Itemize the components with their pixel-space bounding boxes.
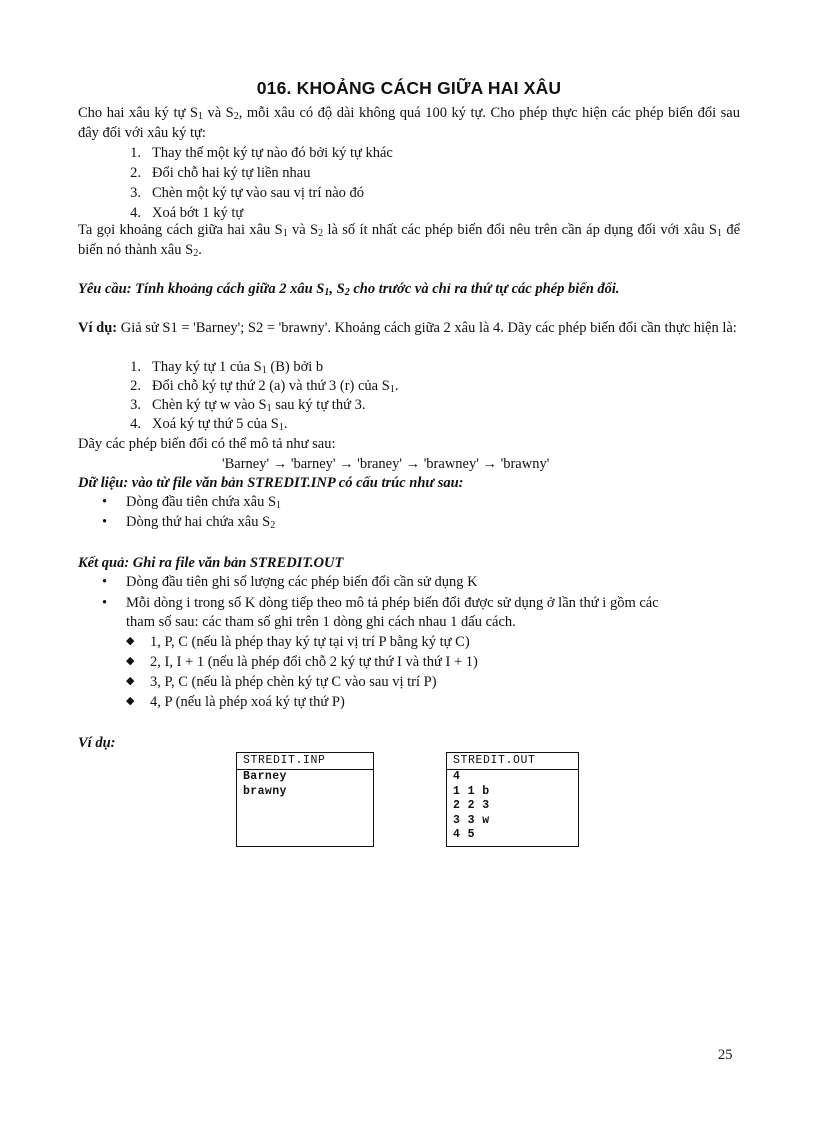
example-description: Dãy các phép biến đổi có thể mô tả như sau: (78, 436, 336, 452)
output-line: 4 (453, 770, 461, 783)
definition-paragraph: Ta gọi khoảng cách giữa hai xâu $S_1$ và $S_2$ là số ít nhất các phép biến đổi nêu trên cần áp dụng đối với xâu $S_1$ để biến nó thành xâu $S_2$. (78, 222, 741, 259)
output-line: 2 2 3 (453, 799, 490, 812)
output-sample-box (446, 752, 579, 847)
output-line: 1 1 b (453, 784, 490, 798)
input-sample-box (236, 752, 374, 847)
page-number: 25 (718, 1047, 733, 1063)
input-line: brawny (243, 784, 287, 798)
input-heading: Dữ liệu: vào từ file văn bản STREDIT.INP có cấu trúc như sau: (78, 475, 464, 491)
output-line: 3 3 w (453, 813, 490, 827)
output-heading: Kết quả: Ghi ra file văn bản STREDIT.OUT (78, 555, 344, 571)
page-title: 016. KHOẢNG CÁCH GIỮA HAI XÂU (256, 78, 562, 98)
input-box-header: STREDIT.INP (237, 753, 373, 770)
output-box-header: STREDIT.OUT (447, 753, 578, 770)
requirement: Yêu cầu: Tính khoảng cách giữa 2 xâu $S_1$, $S_2$ cho trước và chỉ ra thứ tự các phép biến đổi. (78, 281, 620, 298)
output-line: 4 5 (453, 828, 475, 841)
example-paragraph: Ví dụ: Giả sử S1 = 'Barney'; S2 = 'brawny'. Khoảng cách giữa 2 xâu là 4. Dãy các phép biến đổi cần thực hiện là: (78, 320, 737, 336)
input-line: Barney (243, 770, 287, 783)
intro-paragraph: Cho hai xâu ký tự $S_1$ và $S_2$, mỗi xâu có độ dài không quá 100 ký tự. Cho phép thực hiện các phép biến đổi sau đây đối với xâu ký tự: (78, 105, 740, 141)
transformation-chain: 'Barney' → 'barney' → 'braney' → 'brawney' → 'brawny' (222, 456, 550, 472)
sample-label: Ví dụ: (78, 735, 116, 751)
